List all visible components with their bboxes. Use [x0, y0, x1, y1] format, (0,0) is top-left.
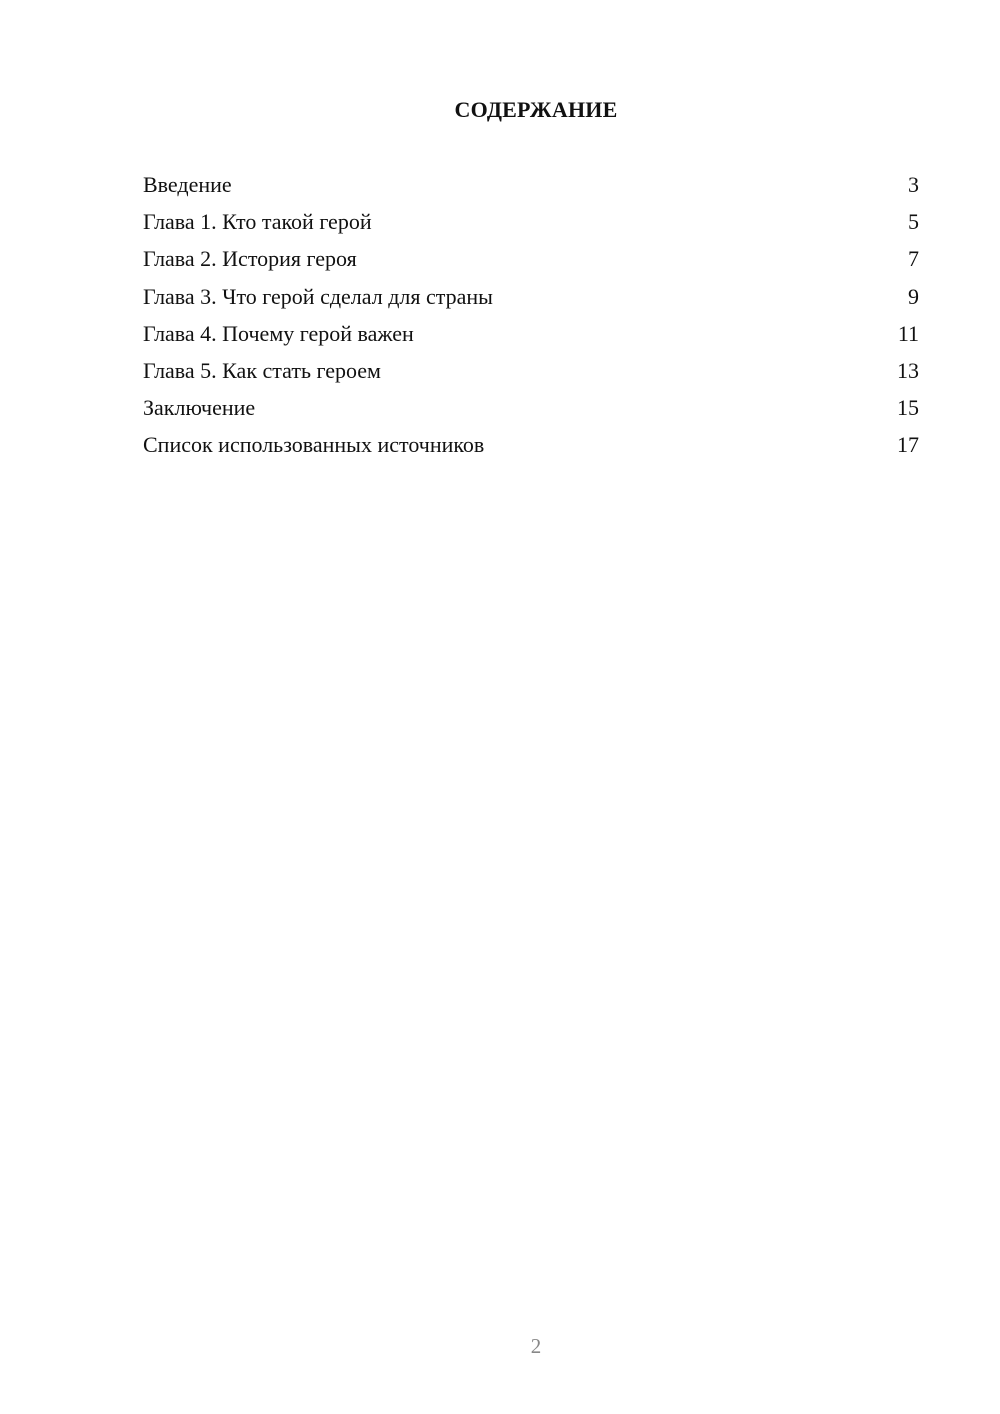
toc-entry-introduction[interactable] — [143, 168, 919, 205]
toc-entry-references[interactable] — [143, 428, 919, 465]
toc-entry-page: 9 — [908, 283, 919, 309]
toc-entry-page: 13 — [897, 357, 919, 383]
toc-entry-page: 3 — [908, 172, 919, 197]
toc-entry-label: Список использованных источников — [143, 432, 485, 458]
toc-entry-chapter-4[interactable] — [143, 317, 919, 354]
toc-entry-label: Глава 4. Почему герой важен — [143, 320, 414, 346]
page-number: 2 — [530, 1334, 542, 1358]
toc-entry-chapter-2[interactable] — [143, 242, 919, 279]
toc-entry-label: Введение — [143, 172, 232, 197]
toc-entry-page: 15 — [897, 395, 919, 421]
toc-entry-label: Заключение — [143, 395, 256, 421]
toc-entry-conclusion[interactable] — [143, 391, 919, 428]
table-of-contents — [143, 168, 919, 466]
toc-entry-label: Глава 3. Что герой сделал для страны — [143, 283, 493, 309]
toc-entry-page: 7 — [908, 246, 919, 272]
toc-entry-page: 5 — [908, 209, 919, 235]
toc-entry-chapter-3[interactable] — [143, 280, 919, 317]
toc-entry-chapter-5[interactable] — [143, 354, 919, 391]
toc-entry-label: Глава 5. Как стать героем — [143, 357, 381, 383]
toc-entry-label: Глава 1. Кто такой герой — [143, 209, 372, 235]
page-title: СОДЕРЖАНИЕ — [454, 97, 618, 122]
toc-entry-page: 17 — [897, 432, 919, 458]
toc-entry-chapter-1[interactable] — [143, 205, 919, 242]
toc-entry-page: 11 — [897, 320, 919, 346]
toc-entry-label: Глава 2. История героя — [143, 246, 357, 272]
